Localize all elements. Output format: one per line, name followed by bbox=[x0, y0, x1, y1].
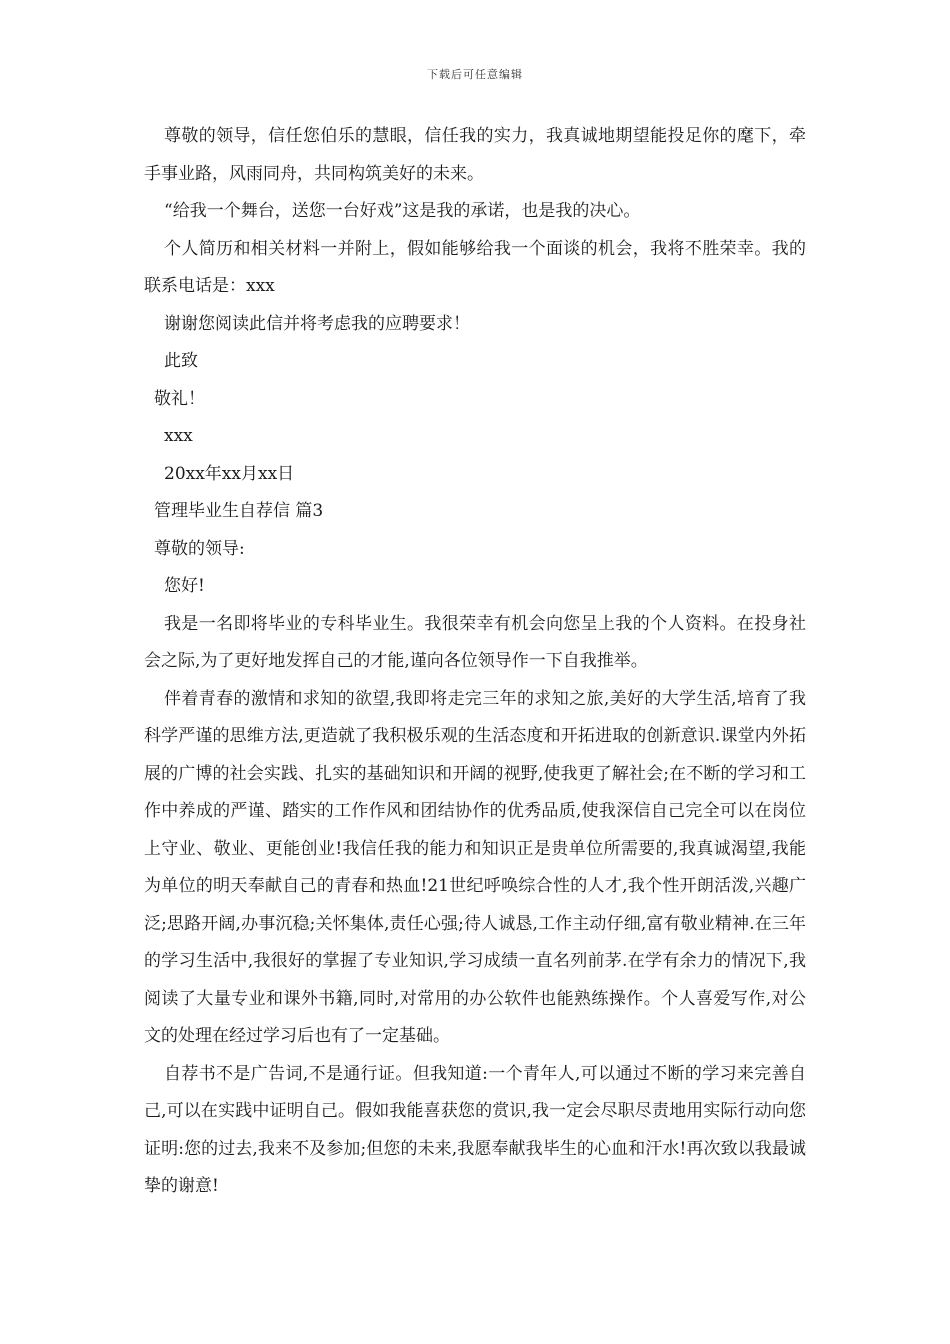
signature-name: xxx bbox=[164, 426, 193, 446]
paragraph-qualities: 伴着青春的激情和求知的欲望,我即将走完三年的求知之旅,美好的大学生活,培育了我科学严谨的思维方法,更造就了我积极乐观的生活态度和开拓进取的创新意识.课堂内外拓展的广博的社会实践、扎实的基础知识和开阔的视野,使我更了解社会;在不断的学习和工作中养成的严谨、踏实的工作作风和团结协作的优秀品质,使我深信自己完全可以在岗位上守业、敬业、更能创业!我信任我的能力和知识正是贵单位所需要的,我真诚渴望,我能为单位的明天奉献自己的青春和热血!21世纪呼唤综合性的人才,我个性开朗活泼,兴趣广泛;思路开阔,办事沉稳;关怀集体,责任心强;待人诚恳,工作主动仔细,富有敬业精神.在三年的学习生活中,我很好的掌握了专业知识,学习成绩一直名列前茅.在学有余力的情况下,我阅读了大量专业和课外书籍,同时,对常用的办公软件也能熟练操作。个人喜爱写作,对公文的处理在经过学习后也有了一定基础。 bbox=[144, 688, 806, 1046]
paragraph-promise: “给我一个舞台，送您一台好戏”这是我的承诺，也是我的决心。 bbox=[164, 201, 641, 221]
paragraph-intro: 我是一名即将毕业的专科毕业生。我很荣幸有机会向您呈上我的个人资料。在投身社会之际,为了更好地发挥自己的才能,谨向各位领导作一下自我推举。 bbox=[144, 613, 806, 671]
paragraph-thanks: 谢谢您阅读此信并将考虑我的应聘要求！ bbox=[164, 313, 470, 334]
header-note: 下载后可任意编辑 bbox=[427, 68, 523, 81]
paragraph-attachments: 个人简历和相关材料一并附上，假如能够给我一个面谈的机会，我将不胜荣幸。我的联系电话是：xxx bbox=[144, 238, 806, 296]
greeting-recipient: 尊敬的领导: bbox=[154, 538, 245, 559]
letter-body bbox=[144, 118, 806, 1206]
paragraph-conclusion: 自荐书不是广告词,不是通行证。但我知道:一个青年人,可以通过不断的学习来完善自己,可以在实践中证明自己。假如我能喜获您的赏识,我一定会尽职尽责地用实际行动向您证明:您的过去,我来不及参加;但您的未来,我愿奉献我毕生的心血和汗水!再次致以我最诚挚的谢意! bbox=[144, 1063, 806, 1196]
greeting-hello: 您好! bbox=[164, 576, 205, 596]
signature-date: 20xx年xx月xx日 bbox=[164, 463, 295, 484]
section-title: 管理毕业生自荐信 篇3 bbox=[154, 501, 324, 521]
salutation-cizhi: 此致 bbox=[164, 351, 198, 371]
paragraph-closing-wish: 尊敬的领导，信任您伯乐的慧眼，信任我的实力，我真诚地期望能投足你的麾下，牵手事业路，风雨同舟，共同构筑美好的未来。 bbox=[144, 126, 806, 184]
salutation-jingli: 敬礼！ bbox=[154, 388, 205, 409]
